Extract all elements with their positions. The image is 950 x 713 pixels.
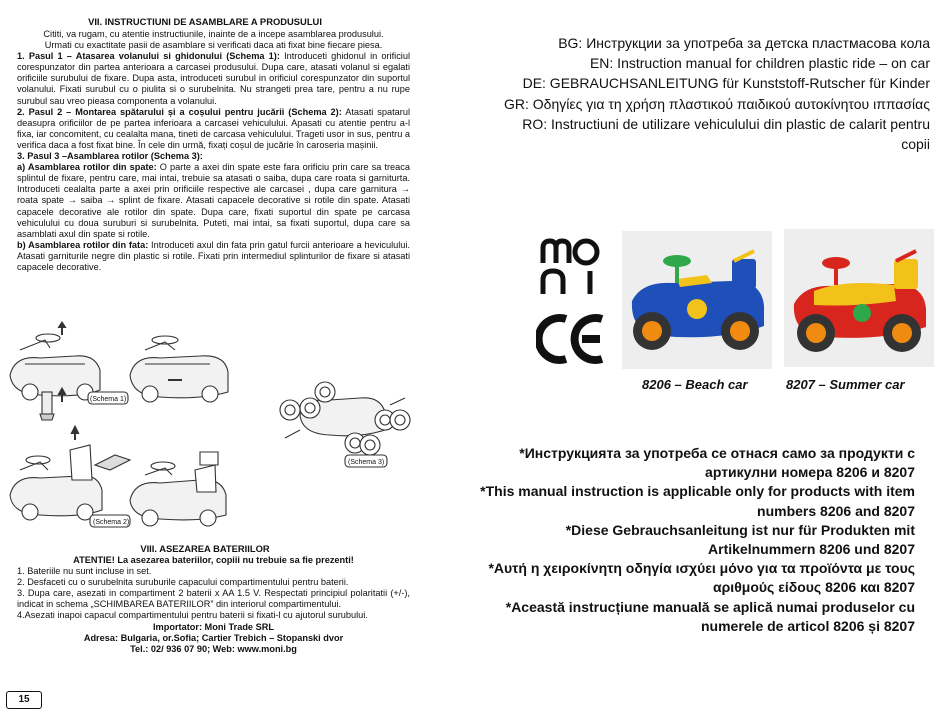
- battery-step-2: 2. Desfaceti cu o surubelnita suruburile capacului compartimentului pentru baterii.: [17, 577, 349, 588]
- title-en: EN: Instruction manual for children plastic ride – on car: [589, 55, 930, 72]
- step-3a: [17, 162, 410, 240]
- schema-3-wheels: [280, 382, 410, 455]
- right-page: [470, 0, 940, 713]
- schema-2-label: (Schema 2): [93, 519, 130, 526]
- schema-1-car-after: [130, 336, 228, 402]
- assembly-instructions: [17, 29, 410, 273]
- step-3a-text: O parte a axei din spate este fara orificiu prin care sa treaca splintul de fixare, pentru care, mai intai, trebuie sa atasati o saiba, dupa care roata si garniturta. Introduceti cealalta parte a axei prin orificiile respective ale carcasei , dupa care garnitura → roata spate → saiba → splint de fixare. Atasati capacele decorative si rotile din spate. Atasati capacele decorative ale rotilor din spate. Dupa care, fixati suportul din spate pe carcasa vehiculului cu doua suruburi si surubelnita. Puteti, mai intai, sa fixati suportul, dupa care sa asamblati axul din spate si rotile.: [17, 162, 410, 239]
- schema-2-car-after: [130, 452, 226, 526]
- schema-3-label: (Schema 3): [348, 459, 385, 466]
- note-de: *Diese Gebrauchsanleitung ist nur für Produkten mit Artikelnummern 8206 und 8207: [565, 521, 915, 558]
- ce-mark-icon: [536, 312, 606, 366]
- phone-web: [17, 644, 410, 655]
- product-8207-image: [784, 229, 934, 367]
- battery-warning: [17, 555, 410, 566]
- battery-step-4: 4.Asezati inapoi capacul compartimentului pentru baterii si fixati-l cu ajutorul surubului.: [17, 610, 368, 621]
- step-2-heading: 2. Pasul 2 – Montarea spătarului și a coșului pentru jucării (Schema 2):: [17, 106, 342, 117]
- intro-line-2: Urmati cu exactitate pasii de asamblare si verificati daca ati fixat bine fiecare piesa.: [44, 40, 383, 51]
- schema-2-car-before: [10, 426, 130, 520]
- step-3a-heading: a) Asamblarea rotilor din spate:: [17, 162, 157, 173]
- left-page: [0, 0, 410, 713]
- battery-warning-text: ATENTIE! La asezarea bateriilor, copiii nu trebuie sa fie prezenti!: [73, 555, 354, 565]
- section-7-title: VII. INSTRUCTIUNI DE ASAMBLARE A PRODUSULUI: [88, 16, 322, 27]
- product-8206-image: [622, 231, 772, 369]
- section-8-title: VIII. ASEZAREA BATERIILOR: [140, 543, 270, 554]
- caption-8206: 8206 – Beach car: [642, 377, 748, 392]
- step-3b: [17, 240, 410, 273]
- title-de: DE: GEBRAUCHSANLEITUNG für Kunststoff-Rutscher für Kinder: [522, 75, 930, 92]
- note-bg: *Инструкцията за употреба се отнася само за продукти с артикулни номера 8206 и 8207: [519, 445, 915, 481]
- battery-instructions: [17, 555, 410, 655]
- moni-logo: [540, 238, 602, 296]
- ce-mark: [536, 312, 606, 371]
- note-ro: *Această instrucțiune manuală se aplică numai produselor cu numerele de articol 8206 și 8207: [505, 598, 915, 634]
- page-number: 15: [6, 691, 42, 709]
- title-gr: GR: Οδηγίες για τη χρήση πλαστικού παιδικού αυτοκίνητου ιππασίας: [503, 95, 930, 112]
- phone-web-text: Tel.: 02/ 936 07 90; Web: www.moni.bg: [130, 643, 297, 654]
- address: [17, 633, 410, 644]
- step-1: [17, 51, 410, 106]
- title-bg: BG: Инструкции за употреба за детска пластмасова кола: [558, 35, 930, 51]
- step-3b-heading: b) Asamblarea rotilor din fata:: [17, 239, 149, 250]
- step-3-heading: [17, 151, 410, 162]
- step-2: [17, 107, 410, 151]
- schema-1-car-before: [10, 322, 100, 420]
- note-en: *This manual instruction is applicable only for products with item numbers 8206 and 8207: [480, 483, 915, 519]
- battery-step-1: 1. Bateriile nu sunt incluse in set.: [17, 566, 152, 577]
- step-2-text: Atasati spatarul deasupra orificiilor de pe partea inferioara a carcasei vehiculului. Apasati cu atentie pentru a-l fixa, iar concomitent, cu cealalta mana, tineti de carcasa vehiculului. Trageti usor in sus, pentru a verifica daca a fost fixat bine. În cele din urmă, fixați coșul de jucărie în caroseria mașinii.: [17, 106, 410, 150]
- address-text: Adresa: Bulgaria, or.Sofia; Cartier Trebich – Stopanski dvor: [83, 632, 344, 643]
- step-1-heading: 1. Pasul 1 – Atasarea volanului si ghidonului (Schema 1):: [17, 51, 280, 62]
- step-3b-text: Introduceti axul din fata prin gatul furcii anterioare a heviculului. Atasati garniturile negre din plastic si rotile. Fixati prin intermediul splinturilor de fixare si atasati capacele decorative.: [17, 239, 410, 272]
- step-3-heading-text: 3. Pasul 3 –Asamblarea rotilor (Schema 3):: [17, 151, 203, 162]
- multilingual-titles: [490, 33, 930, 154]
- note-gr: *Αυτή η χειροκίνητη οδηγία ισχύει μόνο για τα προϊόντα με τους αριθμούς είδους 8206 και 8207: [488, 560, 915, 596]
- battery-step-3: 3. Dupa care, asezati in compartiment 2 baterii x AA 1.5 V. Respectati principiul polaritatii (+/-), indicat in schema „SCHIMBAREA BATERIILOR” din interiorul compartimentului.: [17, 588, 410, 610]
- schema-1-label: (Schema 1): [90, 396, 127, 403]
- caption-8207: 8207 – Summer car: [786, 377, 905, 392]
- step-1-text: Introduceti ghidonul in orificiul corespunzator din partea anterioara a carcasei produsului. Dupa care, atasati volanul si egalati orificiile surubului de fixare. Dupa asta, introduceti surubul in orificiul corespunzator din suportul volanului. Fixati surubul cu o piulita si o surubelnita. Nu strangeti prea tare, pentru a nu rupe surubul sau vreo pieasa componenta a volanului.: [17, 51, 410, 106]
- assembly-diagrams: [0, 320, 420, 535]
- importer: [17, 622, 410, 633]
- intro-line-1: Cititi, va rugam, cu atentie instructiunile, inainte de a incepe asamblarea produsului.: [43, 29, 384, 39]
- importer-text: Importator: Moni Trade SRL: [153, 621, 274, 632]
- title-ro: RO: Instructiuni de utilizare vehiculului din plastic de calarit pentru copii: [522, 115, 930, 153]
- applicability-notes: [475, 444, 915, 636]
